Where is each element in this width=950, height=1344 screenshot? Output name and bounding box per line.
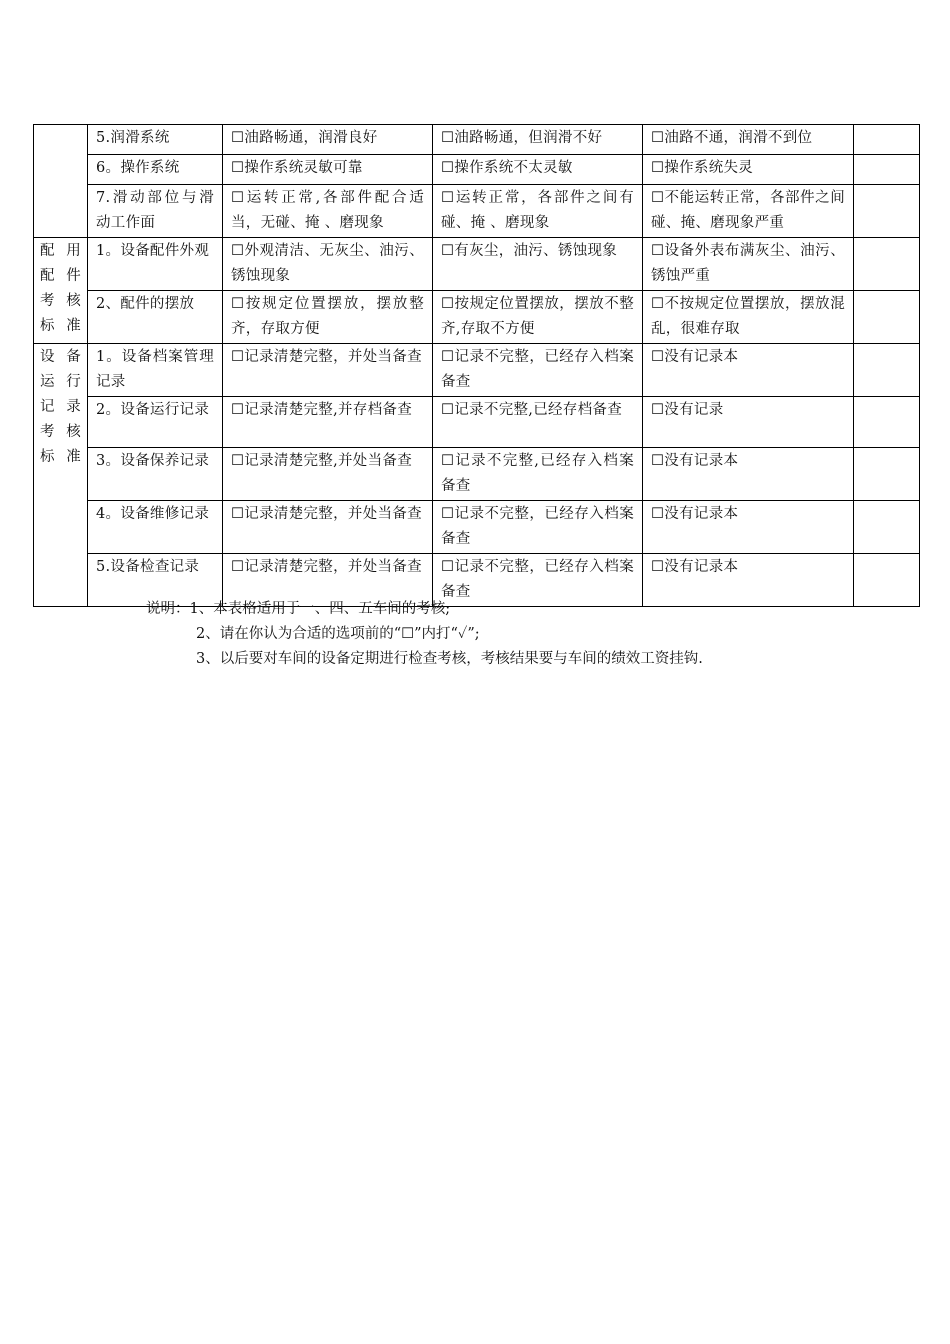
criterion-cell: 5.设备检查记录: [88, 554, 223, 607]
criterion-cell: 1。设备配件外观: [88, 238, 223, 291]
category-cell: [34, 344, 88, 607]
criterion-cell: 2、配件的摆放: [88, 291, 223, 344]
poor-option-cell: ☐没有记录本: [643, 501, 854, 554]
criterion-cell: 1。设备档案管理记录: [88, 344, 223, 397]
poor-option-cell: ☐操作系统失灵: [643, 155, 854, 185]
result-cell: [854, 554, 920, 607]
table-row: [34, 448, 920, 501]
result-cell: [854, 501, 920, 554]
note-line-3: 3、以后要对车间的设备定期进行检查考核，考核结果要与车间的绩效工资挂钩.: [196, 651, 703, 667]
inspection-table: [33, 124, 920, 607]
poor-option-cell: ☐油路不通，润滑不到位: [643, 125, 854, 155]
good-option-cell: ☐记录清楚完整,并存档备查: [223, 397, 433, 448]
inspection-table-body: [34, 125, 920, 607]
result-cell: [854, 397, 920, 448]
table-row: [34, 397, 920, 448]
poor-option-cell: ☐没有记录本: [643, 554, 854, 607]
result-cell: [854, 185, 920, 238]
result-cell: [854, 155, 920, 185]
note-line-1: 说明：1、本表格适用于一、四、五车间的考核;: [146, 601, 451, 617]
poor-option-cell: ☐不按规定位置摆放，摆放混乱，很难存取: [643, 291, 854, 344]
poor-option-cell: ☐没有记录: [643, 397, 854, 448]
table-row: [34, 291, 920, 344]
category-cell: [34, 125, 88, 238]
table-row: [34, 501, 920, 554]
fair-option-cell: ☐操作系统不太灵敏: [433, 155, 643, 185]
criterion-cell: 7.滑动部位与滑动工作面: [88, 185, 223, 238]
poor-option-cell: ☐不能运转正常，各部件之间碰、掩、磨现象严重: [643, 185, 854, 238]
table-row: [34, 125, 920, 155]
category-label: 标准: [40, 318, 81, 334]
fair-option-cell: ☐记录不完整,已经存档备查: [433, 397, 643, 448]
category-label: 考核: [40, 293, 81, 309]
good-option-cell: ☐操作系统灵敏可靠: [223, 155, 433, 185]
poor-option-cell: ☐没有记录本: [643, 344, 854, 397]
criterion-cell: 3。设备保养记录: [88, 448, 223, 501]
table-row: [34, 155, 920, 185]
category-label: 记录: [40, 399, 81, 415]
good-option-cell: ☐记录清楚完整,并处当备查: [223, 448, 433, 501]
result-cell: [854, 291, 920, 344]
good-option-cell: ☐记录清楚完整，并处当备查: [223, 501, 433, 554]
poor-option-cell: ☐设备外表布满灰尘、油污、锈蚀严重: [643, 238, 854, 291]
result-cell: [854, 448, 920, 501]
category-label: 配件: [40, 268, 81, 284]
inspection-table-sheet: [33, 124, 921, 607]
category-label: 配用: [40, 243, 81, 259]
criterion-cell: 5.润滑系统: [88, 125, 223, 155]
good-option-cell: ☐记录清楚完整，并处当备查: [223, 554, 433, 607]
good-option-cell: ☐记录清楚完整，并处当备查: [223, 344, 433, 397]
category-cell: [34, 238, 88, 344]
fair-option-cell: ☐有灰尘，油污、锈蚀现象: [433, 238, 643, 291]
fair-option-cell: ☐记录不完整，已经存入档案备查: [433, 344, 643, 397]
poor-option-cell: ☐没有记录本: [643, 448, 854, 501]
result-cell: [854, 125, 920, 155]
note-line-2: 2、请在你认为合适的选项前的“☐”内打“✓”;: [196, 626, 480, 642]
fair-option-cell: ☐记录不完整，已经存入档案备查: [433, 554, 643, 607]
category-label: 运行: [40, 374, 81, 390]
fair-option-cell: ☐记录不完整,已经存入档案备查: [433, 448, 643, 501]
good-option-cell: ☐油路畅通，润滑良好: [223, 125, 433, 155]
table-row: [34, 238, 920, 291]
good-option-cell: ☐运转正常,各部件配合适当，无碰、掩 、磨现象: [223, 185, 433, 238]
criterion-cell: 2。设备运行记录: [88, 397, 223, 448]
good-option-cell: ☐按规定位置摆放，摆放整齐，存取方便: [223, 291, 433, 344]
notes-section: [146, 597, 703, 672]
result-cell: [854, 344, 920, 397]
criterion-cell: 4。设备维修记录: [88, 501, 223, 554]
category-label: 考核: [40, 424, 81, 440]
category-label: 设备: [40, 349, 81, 365]
fair-option-cell: ☐记录不完整，已经存入档案备查: [433, 501, 643, 554]
good-option-cell: ☐外观清洁、无灰尘、油污、锈蚀现象: [223, 238, 433, 291]
category-label: 标准: [40, 449, 81, 465]
table-row: [34, 185, 920, 238]
fair-option-cell: ☐运转正常，各部件之间有碰、掩 、磨现象: [433, 185, 643, 238]
fair-option-cell: ☐油路畅通，但润滑不好: [433, 125, 643, 155]
fair-option-cell: ☐按规定位置摆放，摆放不整齐,存取不方便: [433, 291, 643, 344]
result-cell: [854, 238, 920, 291]
criterion-cell: 6。操作系统: [88, 155, 223, 185]
table-row: [34, 344, 920, 397]
